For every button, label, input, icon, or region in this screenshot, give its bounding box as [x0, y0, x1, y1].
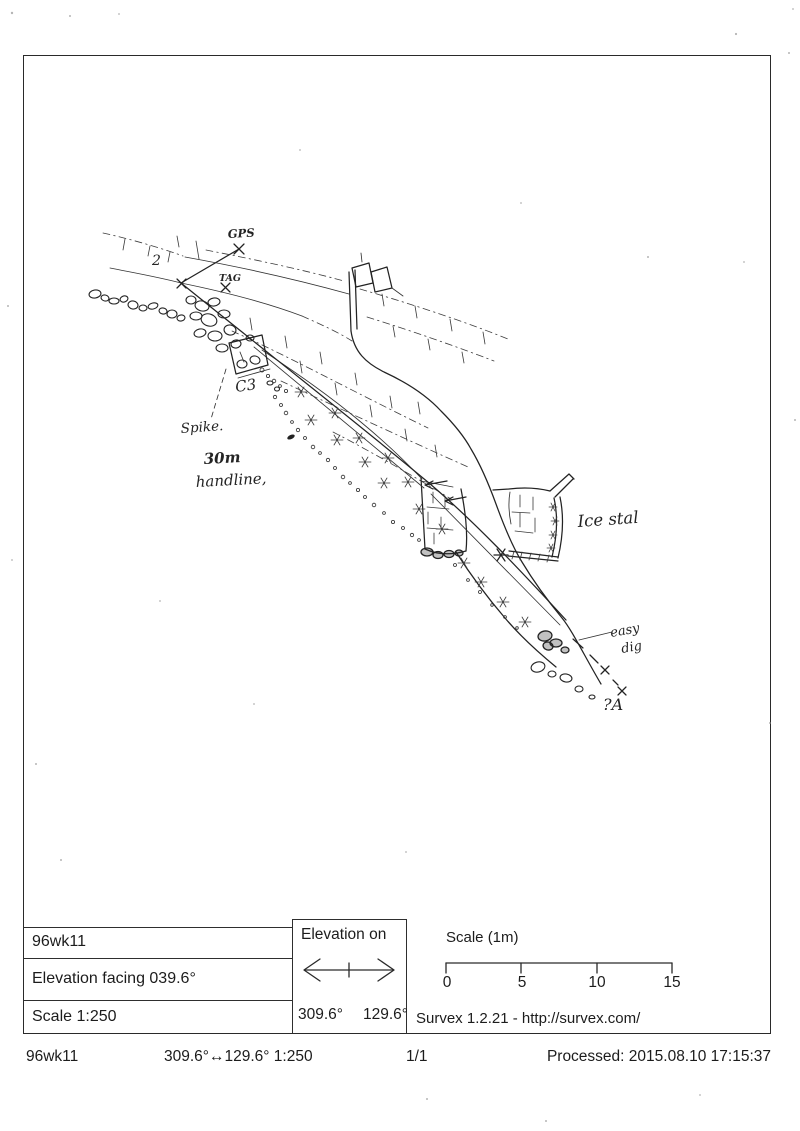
scree-dot-trail [260, 368, 518, 629]
view-facing-label: Elevation facing 039.6° [32, 970, 196, 987]
footer-rule-row2 [23, 1000, 292, 1001]
pebbles-near-qa [530, 660, 595, 699]
c3-label: C3 [234, 375, 258, 396]
handline-label: handline, [195, 469, 267, 491]
status-view-spec: 309.6°↔129.6° 1:250 [164, 1048, 313, 1065]
footer-box-top [292, 919, 407, 920]
rock-pillar [421, 478, 467, 559]
gps-label: GPS [227, 225, 255, 241]
spike-leader-line [211, 369, 226, 419]
easy-label: easy [609, 621, 641, 641]
station-2-label: 2 [152, 253, 161, 269]
scale-tick-10: 10 [588, 974, 606, 991]
footer-rule-top-left [23, 927, 292, 928]
spike-label: Spike. [180, 418, 224, 437]
survex-credit: Survex 1.2.21 - http://survex.com/ [416, 1010, 641, 1027]
dig-label: dig [620, 638, 644, 657]
scale-bar-tick-labels [0, 974, 800, 994]
scale-label: Scale 1:250 [32, 1008, 117, 1025]
survey-name-label: 96wk11 [32, 933, 86, 950]
slope-survey-lines [181, 283, 626, 695]
elevation-on-label: Elevation on [301, 926, 387, 943]
status-processed-timestamp: Processed: 2015.08.10 17:15:37 [546, 1048, 771, 1065]
chimney-and-blocks [349, 253, 403, 331]
easy-dig-leader-line [579, 632, 612, 640]
cobble-row [88, 289, 185, 322]
boulder-pile [186, 296, 280, 391]
tag-station-cross-icon [221, 283, 230, 292]
vegetation-asterisks [295, 387, 531, 627]
question-a-label: ?A [603, 695, 624, 714]
scan-speckle-dots [7, 8, 796, 1122]
scale-bar-label: Scale (1m) [446, 929, 519, 946]
ice-stal-label: Ice stal [576, 507, 640, 531]
upper-rock-band [103, 233, 199, 283]
tag-label: TAG [219, 273, 242, 284]
status-survey-name: 96wk11 [26, 1048, 79, 1065]
bearing-right-value: 129.6° [363, 1006, 408, 1023]
ice-stal-alcove [493, 474, 574, 562]
status-page-number: 1/1 [406, 1048, 428, 1065]
lower-boulder-cluster [537, 630, 569, 653]
scale-tick-5: 5 [517, 974, 527, 991]
handline-length-label: 30m [203, 448, 241, 468]
scale-tick-0: 0 [442, 974, 452, 991]
footer-rule-row1 [23, 958, 292, 959]
sketch-labels [151, 226, 643, 714]
bearing-left-value: 309.6° [298, 1006, 343, 1023]
bearing-values [298, 1006, 408, 1024]
survey-station-rays [177, 244, 352, 341]
main-wall-curve [351, 331, 601, 684]
gps-station-cross-icon [234, 244, 244, 254]
scale-tick-15: 15 [663, 974, 681, 991]
